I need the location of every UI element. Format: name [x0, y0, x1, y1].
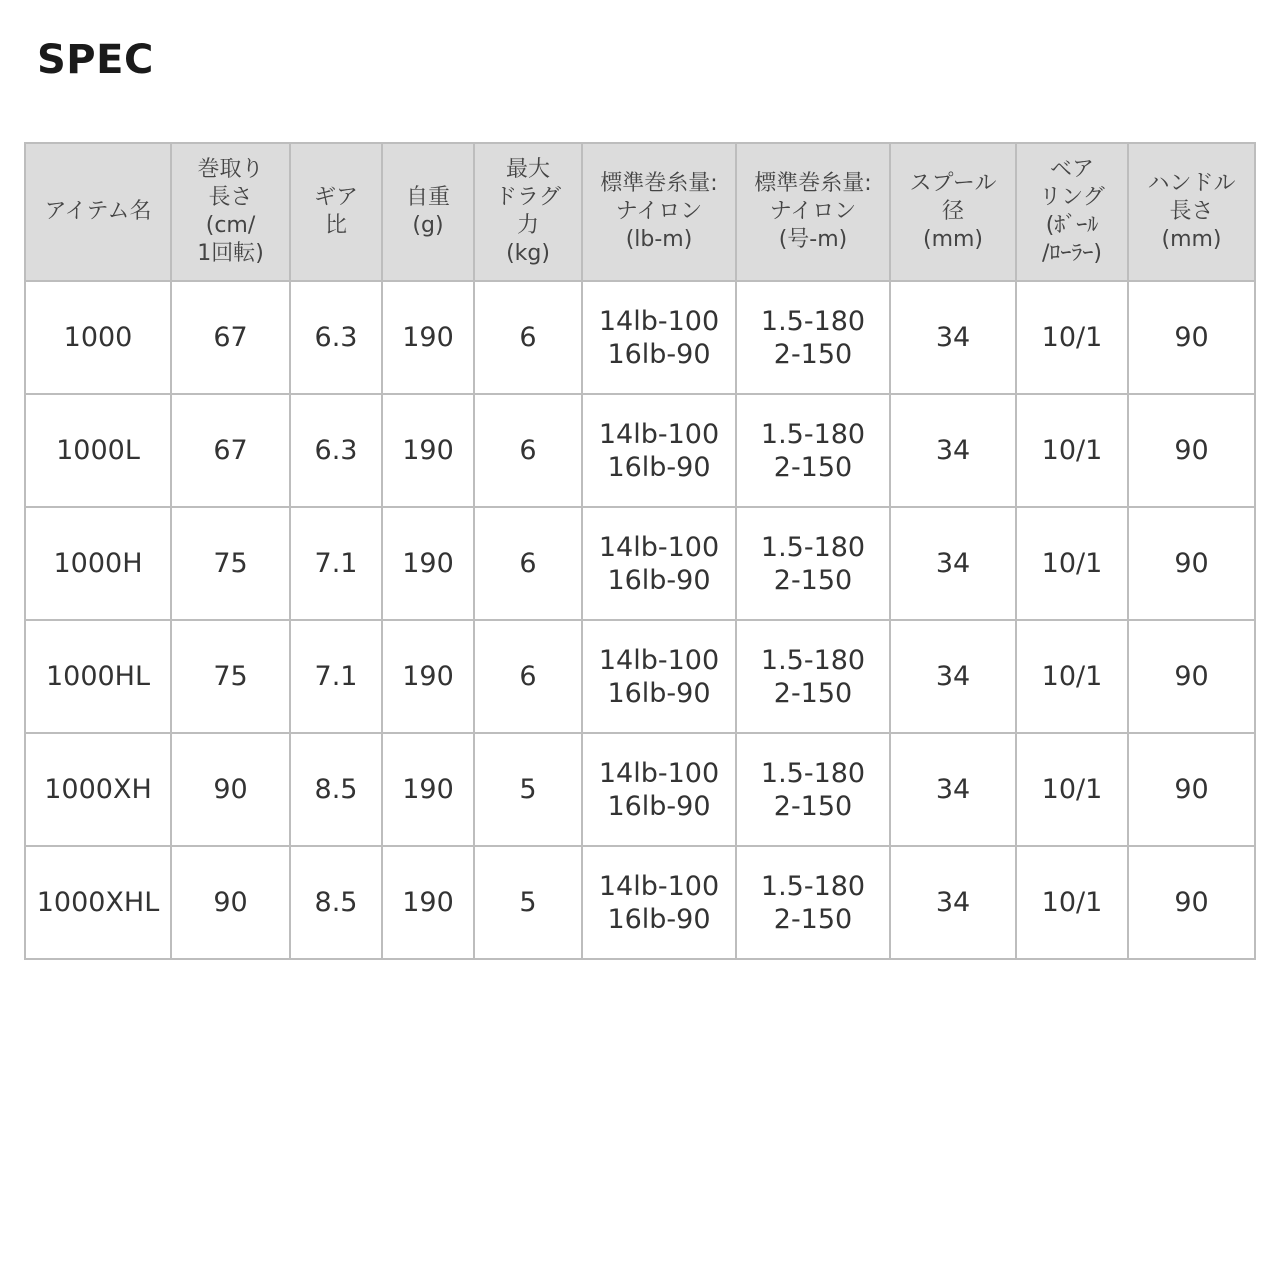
table-row — [25, 733, 1255, 846]
table-cell: 75 — [171, 620, 290, 733]
table-cell: 190 — [382, 507, 474, 620]
page-title: SPEC — [37, 37, 154, 83]
table-row — [25, 846, 1255, 959]
table-cell: 10/1 — [1016, 620, 1128, 733]
table-cell: 1000 — [25, 281, 171, 394]
table-cell: 10/1 — [1016, 733, 1128, 846]
header-line-capacity-go: 標準巻糸量: ナイロン (号-m) — [736, 143, 890, 281]
table-cell: 14lb-100 16lb-90 — [582, 846, 736, 959]
table-cell: 10/1 — [1016, 394, 1128, 507]
table-cell: 6.3 — [290, 394, 382, 507]
table-row — [25, 507, 1255, 620]
table-cell: 190 — [382, 733, 474, 846]
table-cell: 34 — [890, 394, 1016, 507]
table-cell: 6 — [474, 507, 582, 620]
table-cell: 10/1 — [1016, 281, 1128, 394]
table-cell: 6 — [474, 620, 582, 733]
table-cell: 5 — [474, 733, 582, 846]
table-header-row — [25, 143, 1255, 281]
table-cell: 34 — [890, 846, 1016, 959]
header-retrieve-length: 巻取り 長さ (cm/ 1回転) — [171, 143, 290, 281]
table-cell: 1000XHL — [25, 846, 171, 959]
table-cell: 34 — [890, 620, 1016, 733]
table-cell: 14lb-100 16lb-90 — [582, 281, 736, 394]
header-max-drag: 最大 ドラグ 力 (kg) — [474, 143, 582, 281]
table-cell: 1000XH — [25, 733, 171, 846]
table-row — [25, 620, 1255, 733]
table-cell: 1000H — [25, 507, 171, 620]
table-cell: 1.5-180 2-150 — [736, 846, 890, 959]
table-cell: 90 — [1128, 394, 1255, 507]
table-cell: 34 — [890, 507, 1016, 620]
header-handle-length: ハンドル 長さ (mm) — [1128, 143, 1255, 281]
spec-table — [24, 142, 1256, 960]
header-item-name: アイテム名 — [25, 143, 171, 281]
table-cell: 8.5 — [290, 733, 382, 846]
table-cell: 10/1 — [1016, 507, 1128, 620]
header-line-capacity-lb: 標準巻糸量: ナイロン (lb-m) — [582, 143, 736, 281]
table-cell: 10/1 — [1016, 846, 1128, 959]
table-cell: 1000L — [25, 394, 171, 507]
table-cell: 34 — [890, 733, 1016, 846]
table-cell: 190 — [382, 281, 474, 394]
table-cell: 8.5 — [290, 846, 382, 959]
table-row — [25, 281, 1255, 394]
table-cell: 67 — [171, 281, 290, 394]
table-cell: 67 — [171, 394, 290, 507]
header-spool-diameter: スプール 径 (mm) — [890, 143, 1016, 281]
table-cell: 5 — [474, 846, 582, 959]
table-cell: 190 — [382, 846, 474, 959]
table-cell: 7.1 — [290, 507, 382, 620]
table-row — [25, 394, 1255, 507]
table-cell: 90 — [1128, 846, 1255, 959]
table-cell: 1.5-180 2-150 — [736, 394, 890, 507]
header-gear-ratio: ギア 比 — [290, 143, 382, 281]
table-cell: 14lb-100 16lb-90 — [582, 507, 736, 620]
table-cell: 6 — [474, 394, 582, 507]
table-cell: 34 — [890, 281, 1016, 394]
table-cell: 14lb-100 16lb-90 — [582, 394, 736, 507]
table-cell: 1.5-180 2-150 — [736, 507, 890, 620]
table-cell: 90 — [1128, 281, 1255, 394]
table-cell: 6.3 — [290, 281, 382, 394]
table-cell: 7.1 — [290, 620, 382, 733]
table-cell: 1.5-180 2-150 — [736, 281, 890, 394]
table-cell: 90 — [1128, 507, 1255, 620]
table-cell: 75 — [171, 507, 290, 620]
table-cell: 190 — [382, 620, 474, 733]
table-cell: 90 — [171, 846, 290, 959]
header-bearings: ベア リング (ﾎﾞｰﾙ /ﾛｰﾗｰ) — [1016, 143, 1128, 281]
header-weight: 自重 (g) — [382, 143, 474, 281]
table-cell: 90 — [1128, 733, 1255, 846]
table-cell: 14lb-100 16lb-90 — [582, 733, 736, 846]
table-cell: 90 — [1128, 620, 1255, 733]
table-cell: 1000HL — [25, 620, 171, 733]
table-cell: 6 — [474, 281, 582, 394]
table-cell: 90 — [171, 733, 290, 846]
table-cell: 14lb-100 16lb-90 — [582, 620, 736, 733]
table-cell: 1.5-180 2-150 — [736, 733, 890, 846]
table-cell: 1.5-180 2-150 — [736, 620, 890, 733]
table-cell: 190 — [382, 394, 474, 507]
